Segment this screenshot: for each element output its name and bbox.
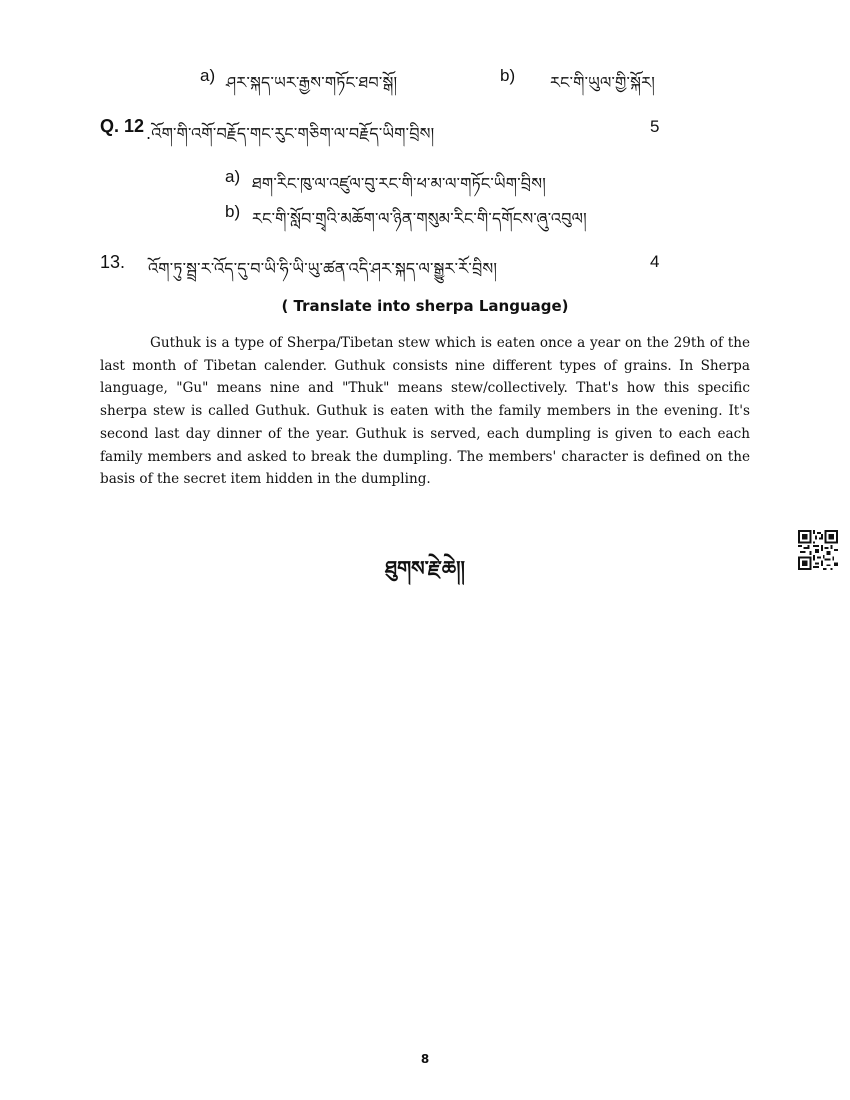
q13-marks: 4 xyxy=(650,252,660,271)
q11-option-b-text: རང་གི་ཡུལ་གྱི་སྐོར། xyxy=(550,73,655,92)
q13-number: 13. xyxy=(100,252,126,272)
q11-option-b-label: b) xyxy=(500,66,516,85)
q12-option-b-text: རང་གི་སློབ་གྲྭའི་མཆོག་ལ་ཉིན་གསུམ་རིང་གི་དགོངས་ཞུ་འབུལ། xyxy=(252,209,587,228)
q11-option-a-text: ཤར་སྐད་ཡར་རྒྱས་གཏོང་ཐབ་སྒོ། xyxy=(226,73,398,92)
qr-code-icon xyxy=(798,530,838,570)
closing-text: ཐུགས་རྗེ་ཆེ།། xyxy=(385,556,465,580)
q12-question-text: .འོག་གི་འགོ་བརྗོད་གང་རུང་གཅིག་ལ་བརྗོད་ཡིག་བྲིས། xyxy=(146,124,435,143)
q12-marks: 5 xyxy=(650,117,660,136)
q12-option-a-label: a) xyxy=(225,167,241,186)
passage-paragraph: Guthuk is a type of Sherpa/Tibetan stew which is eaten once a year on the 29th of the last month of Tibetan calender. Guthuk consists nine different types of grains. In Sherpa language, "Gu" means nine and "Thuk" means stew/collectively. That's how this specific sherpa stew is called Guthuk. Guthuk is eaten with the family members in the evening. It's second last day dinner of the year. Guthuk is served, each dumpling is given to each each family members and asked to break the dumpling. The members' character is defined on the basis of the secret item hidden in the dumpling. xyxy=(100,335,750,488)
q12-option-a-text: ཐག་རིང་ཁུ་ལ་འཛུལ་བུ་རང་གི་ཕ་མ་ལ་གཏོང་ཡིག་བྲིས། xyxy=(252,174,546,193)
q12-number: Q. 12 xyxy=(100,116,145,136)
page-number: 8 xyxy=(420,1052,430,1066)
translation-instruction: ( Translate into sherpa Language) xyxy=(281,297,569,315)
q13-question-text: འོག་ཏུ་སྦྲ་ར་འོད་དུ་བ་ཡི་ཧི་ཡི་ཡུ་ཚན་འདི་ཤར་སྐད་ལ་སྒྱུར་རོ་བྲིས། xyxy=(148,259,498,278)
q12-option-b-label: b) xyxy=(225,202,241,221)
q11-option-a-label: a) xyxy=(200,66,216,85)
